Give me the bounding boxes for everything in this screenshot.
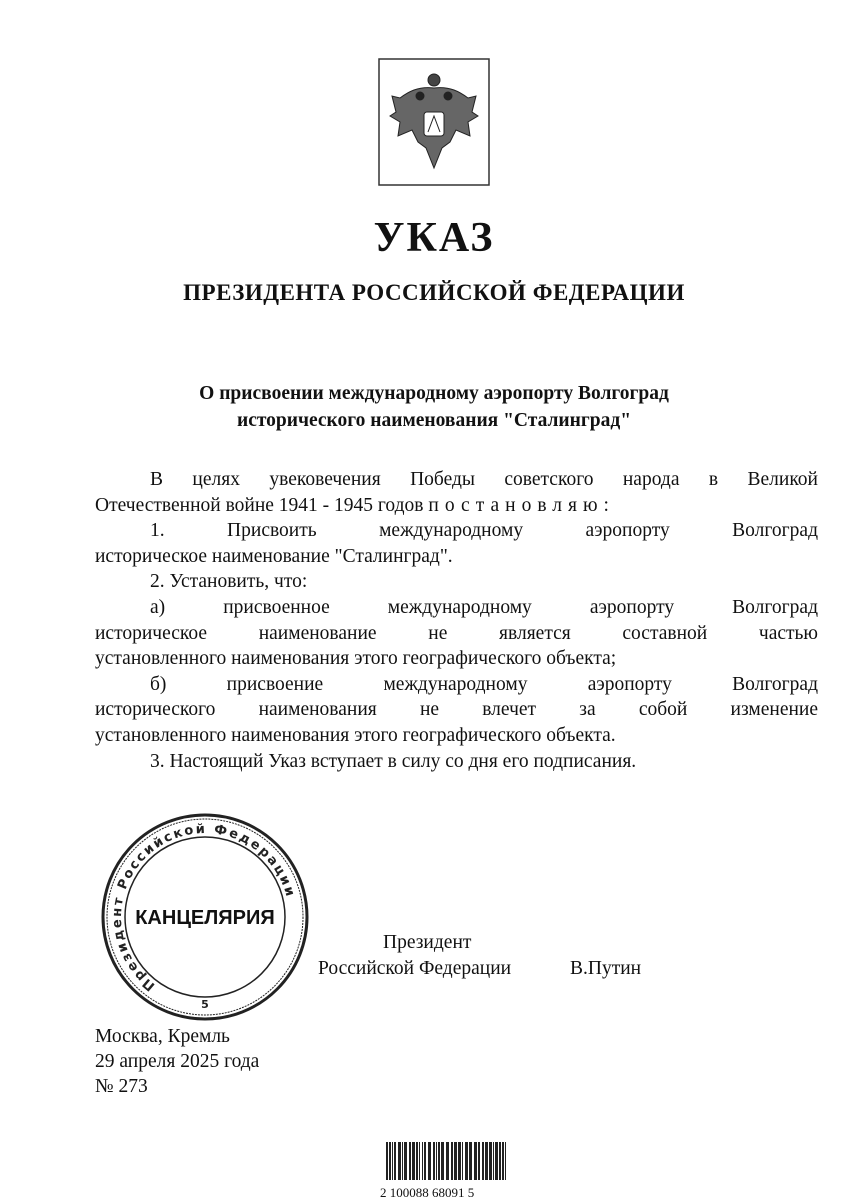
- decree-title-line: О присвоении международному аэропорту Волгоград: [199, 383, 669, 404]
- barcode-bar: [389, 1142, 391, 1180]
- decree-body: [95, 467, 818, 774]
- body-line: 2. Установить, что:: [150, 571, 308, 593]
- body-line: исторического наименования не влечет за собой изменение: [95, 699, 818, 721]
- barcode-bar: [493, 1142, 494, 1180]
- body-line: установленного наименования этого географического объекта;: [95, 648, 617, 670]
- barcode-bar: [458, 1142, 461, 1180]
- stamp-ring-text: Президент Российской Федерации: [109, 821, 298, 994]
- decree-number: № 273: [95, 1076, 148, 1097]
- barcode-bar: [469, 1142, 472, 1180]
- barcode-bar: [386, 1142, 388, 1180]
- body-line: а) присвоенное международному аэропорту Волгоград: [150, 596, 818, 618]
- body-line: установленного наименования этого географического объекта.: [95, 724, 616, 746]
- document-footer: [95, 1024, 259, 1099]
- barcode-bar: [482, 1142, 484, 1180]
- barcode-bar: [398, 1142, 401, 1180]
- body-line: 1. Присвоить международному аэропорту Волгоград: [150, 520, 818, 542]
- signature-name: В.Путин: [570, 958, 642, 979]
- barcode-bar: [433, 1142, 435, 1180]
- barcode: [378, 1130, 518, 1200]
- barcode-bar: [422, 1142, 423, 1180]
- barcode-bar: [478, 1142, 480, 1180]
- barcode-bar: [424, 1142, 426, 1180]
- barcode-digits: 2 100088 68091 5: [380, 1185, 475, 1200]
- decree-title-line: исторического наименования "Сталинград": [236, 410, 632, 431]
- barcode-bar: [436, 1142, 437, 1180]
- signature-position-line2: Российской Федерации: [318, 958, 512, 979]
- stamp-center-text: КАНЦЕЛЯРИЯ: [135, 907, 275, 929]
- barcode-bar: [462, 1142, 463, 1180]
- barcode-bar: [485, 1142, 488, 1180]
- barcode-bar: [392, 1142, 393, 1180]
- barcode-bar: [394, 1142, 396, 1180]
- barcode-bar: [454, 1142, 457, 1180]
- body-line: б) присвоение международному аэропорту Волгоград: [150, 673, 818, 695]
- barcode-bar: [465, 1142, 468, 1180]
- body-line: историческое наименование не является составной частью: [95, 622, 818, 644]
- barcode-bar: [428, 1142, 431, 1180]
- coat-of-arms-emblem: [378, 58, 490, 186]
- official-stamp: [100, 812, 310, 1022]
- barcode-bar: [416, 1142, 418, 1180]
- document-heading: УКАЗ: [373, 215, 495, 261]
- barcode-bar: [489, 1142, 492, 1180]
- body-line: 3. Настоящий Указ вступает в силу со дня его подписания.: [150, 750, 637, 772]
- resolution-word: постановляю:: [428, 494, 615, 516]
- signing-place: Москва, Кремль: [95, 1026, 230, 1047]
- signature-position-line1: Президент: [383, 932, 472, 953]
- body-text: Отечественной войне 1941 - 1945 годов: [95, 494, 429, 516]
- body-line: историческое наименование "Сталинград".: [95, 545, 453, 567]
- barcode-bar: [404, 1142, 407, 1180]
- decree-title: [0, 380, 868, 434]
- document-subheading: ПРЕЗИДЕНТА РОССИЙСКОЙ ФЕДЕРАЦИИ: [183, 280, 685, 305]
- barcode-bar: [502, 1142, 504, 1180]
- barcode-bar: [441, 1142, 444, 1180]
- barcode-bar: [495, 1142, 498, 1180]
- stamp-number: 5: [201, 998, 209, 1011]
- barcode-bar: [446, 1142, 449, 1180]
- barcode-bar: [438, 1142, 440, 1180]
- signing-date: 29 апреля 2025 года: [95, 1051, 260, 1072]
- barcode-bar: [474, 1142, 477, 1180]
- barcode-bar: [451, 1142, 453, 1180]
- barcode-bar: [409, 1142, 411, 1180]
- barcode-bar: [419, 1142, 420, 1180]
- barcode-bars: [378, 1130, 518, 1180]
- barcode-bar: [402, 1142, 403, 1180]
- body-line: [95, 493, 818, 519]
- barcode-bar: [499, 1142, 501, 1180]
- body-line: В целях увековечения Победы советского народа в Великой: [150, 469, 818, 490]
- barcode-bar: [505, 1142, 506, 1180]
- barcode-bar: [412, 1142, 415, 1180]
